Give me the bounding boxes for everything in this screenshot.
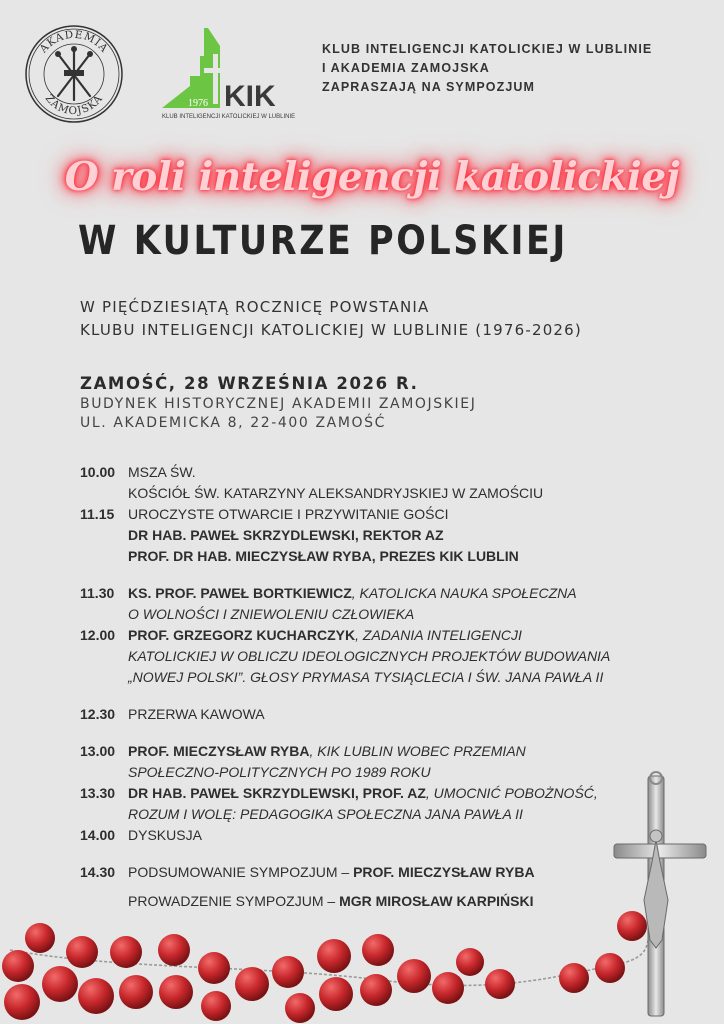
agenda-topic: , KIK LUBLIN WOBEC PRZEMIAN [309, 743, 526, 759]
title-main: W KULTURZE POLSKIEJ [78, 218, 569, 264]
agenda-topic: SPOŁECZNO-POLITYCZNYCH PO 1989 ROKU [128, 764, 431, 780]
kik-logo-caption: KLUB INTELIGENCJI KATOLICKIEJ W LUBLINIE [162, 114, 295, 120]
agenda-topic: ROZUM I WOLĘ: PEDAGOGIKA SPOŁECZNA JANA PAWŁA II [128, 806, 523, 822]
venue-address: UL. AKADEMICKA 8, 22-400 ZAMOŚĆ [80, 415, 386, 431]
agenda-topic: O WOLNOŚCI I ZNIEWOLENIU CZŁOWIEKA [128, 606, 415, 622]
agenda-time: 13.30 [80, 785, 116, 801]
agenda-time: 12.00 [80, 627, 116, 643]
agenda-time: 14.30 [80, 864, 116, 880]
rosary-illustration [0, 770, 724, 1024]
akademia-zamojska-seal-logo [24, 24, 124, 124]
agenda-topic: , ZADANIA INTELIGENCJI [355, 627, 522, 643]
agenda-speaker: PROF. MIECZYSŁAW RYBA [128, 743, 310, 759]
agenda-item [80, 583, 680, 625]
invite-line-1: KLUB INTELIGENCJI KATOLICKIEJ W LUBLINIE [322, 42, 653, 56]
agenda-item [80, 462, 680, 504]
agenda-speaker: PROF. DR HAB. MIECZYSŁAW RYBA, PREZES KIK LUBLIN [128, 548, 519, 564]
agenda-speaker: KS. PROF. PAWEŁ BORTKIEWICZ [128, 585, 352, 601]
agenda-topic: , UMOCNIĆ POBOŻNOŚĆ, [425, 785, 598, 801]
agenda-text: PODSUMOWANIE SYMPOZJUM – [128, 864, 354, 880]
venue-block [80, 373, 476, 433]
agenda-text: DYSKUSJA [128, 827, 202, 843]
agenda-speaker: DR HAB. PAWEŁ SKRZYDLEWSKI, REKTOR AZ [128, 527, 444, 543]
agenda-time: 10.00 [80, 464, 116, 480]
rosary-beads [2, 911, 647, 1023]
kik-logo-letters: KIK [224, 80, 276, 113]
agenda-speaker: DR HAB. PAWEŁ SKRZYDLEWSKI, PROF. AZ [128, 785, 426, 801]
agenda-speaker: PROF. MIECZYSŁAW RYBA [353, 864, 535, 880]
agenda-item [80, 704, 680, 725]
agenda-text: PROWADZENIE SYMPOZJUM – [128, 893, 340, 909]
kik-logo [160, 26, 295, 122]
agenda-time: 11.15 [80, 506, 115, 522]
anniversary-subtitle [80, 296, 582, 342]
agenda-text: MSZA ŚW. [128, 464, 196, 480]
anniversary-line-2: KLUBU INTELIGENCJI KATOLICKIEJ W LUBLINIE (1976-2026) [80, 321, 582, 339]
invitation-text [322, 40, 717, 97]
crucifix [614, 772, 706, 1016]
event-date: ZAMOŚĆ, 28 WRZEŚNIA 2026 R. [80, 374, 419, 393]
agenda-time: 13.00 [80, 743, 116, 759]
seal-text-top: AKADEMIA [37, 28, 111, 56]
agenda-topic: KATOLICKIEJ W OBLICZU IDEOLOGICZNYCH PROJEKTÓW BUDOWANIA [128, 648, 611, 664]
invite-line-3: ZAPRASZAJĄ NA SYMPOZJUM [322, 80, 536, 94]
agenda-time: 11.30 [80, 585, 115, 601]
agenda-time: 14.00 [80, 827, 116, 843]
agenda-topic: , KATOLICKA NAUKA SPOŁECZNA [351, 585, 577, 601]
agenda-text: UROCZYSTE OTWARCIE I PRZYWITANIE GOŚCI [128, 506, 449, 522]
agenda-item [80, 504, 680, 567]
agenda-speaker: MGR MIROSŁAW KARPIŃSKI [339, 893, 534, 909]
agenda-time: 12.30 [80, 706, 116, 722]
seal-text-bottom: ZAMOJSKA [42, 92, 106, 118]
title-script-neon: O roli inteligencji katolickiej [64, 154, 680, 200]
agenda-topic: „NOWEJ POLSKI”. GŁOSY PRYMASA TYSIĄCLECIA I ŚW. JANA PAWŁA II [128, 669, 604, 685]
venue-building: BUDYNEK HISTORYCZNEJ AKADEMII ZAMOJSKIEJ [80, 396, 477, 412]
agenda-text: PRZERWA KAWOWA [128, 706, 265, 722]
agenda-speaker: PROF. GRZEGORZ KUCHARCZYK [128, 627, 356, 643]
agenda-item [80, 625, 680, 688]
invite-line-2: I AKADEMIA ZAMOJSKA [322, 61, 490, 75]
kik-logo-year: 1976 [188, 98, 208, 109]
agenda-text: KOŚCIÓŁ ŚW. KATARZYNY ALEKSANDRYJSKIEJ W ZAMOŚCIU [128, 485, 544, 501]
anniversary-line-1: W PIĘĆDZIESIĄTĄ ROCZNICĘ POWSTANIA [80, 298, 430, 316]
